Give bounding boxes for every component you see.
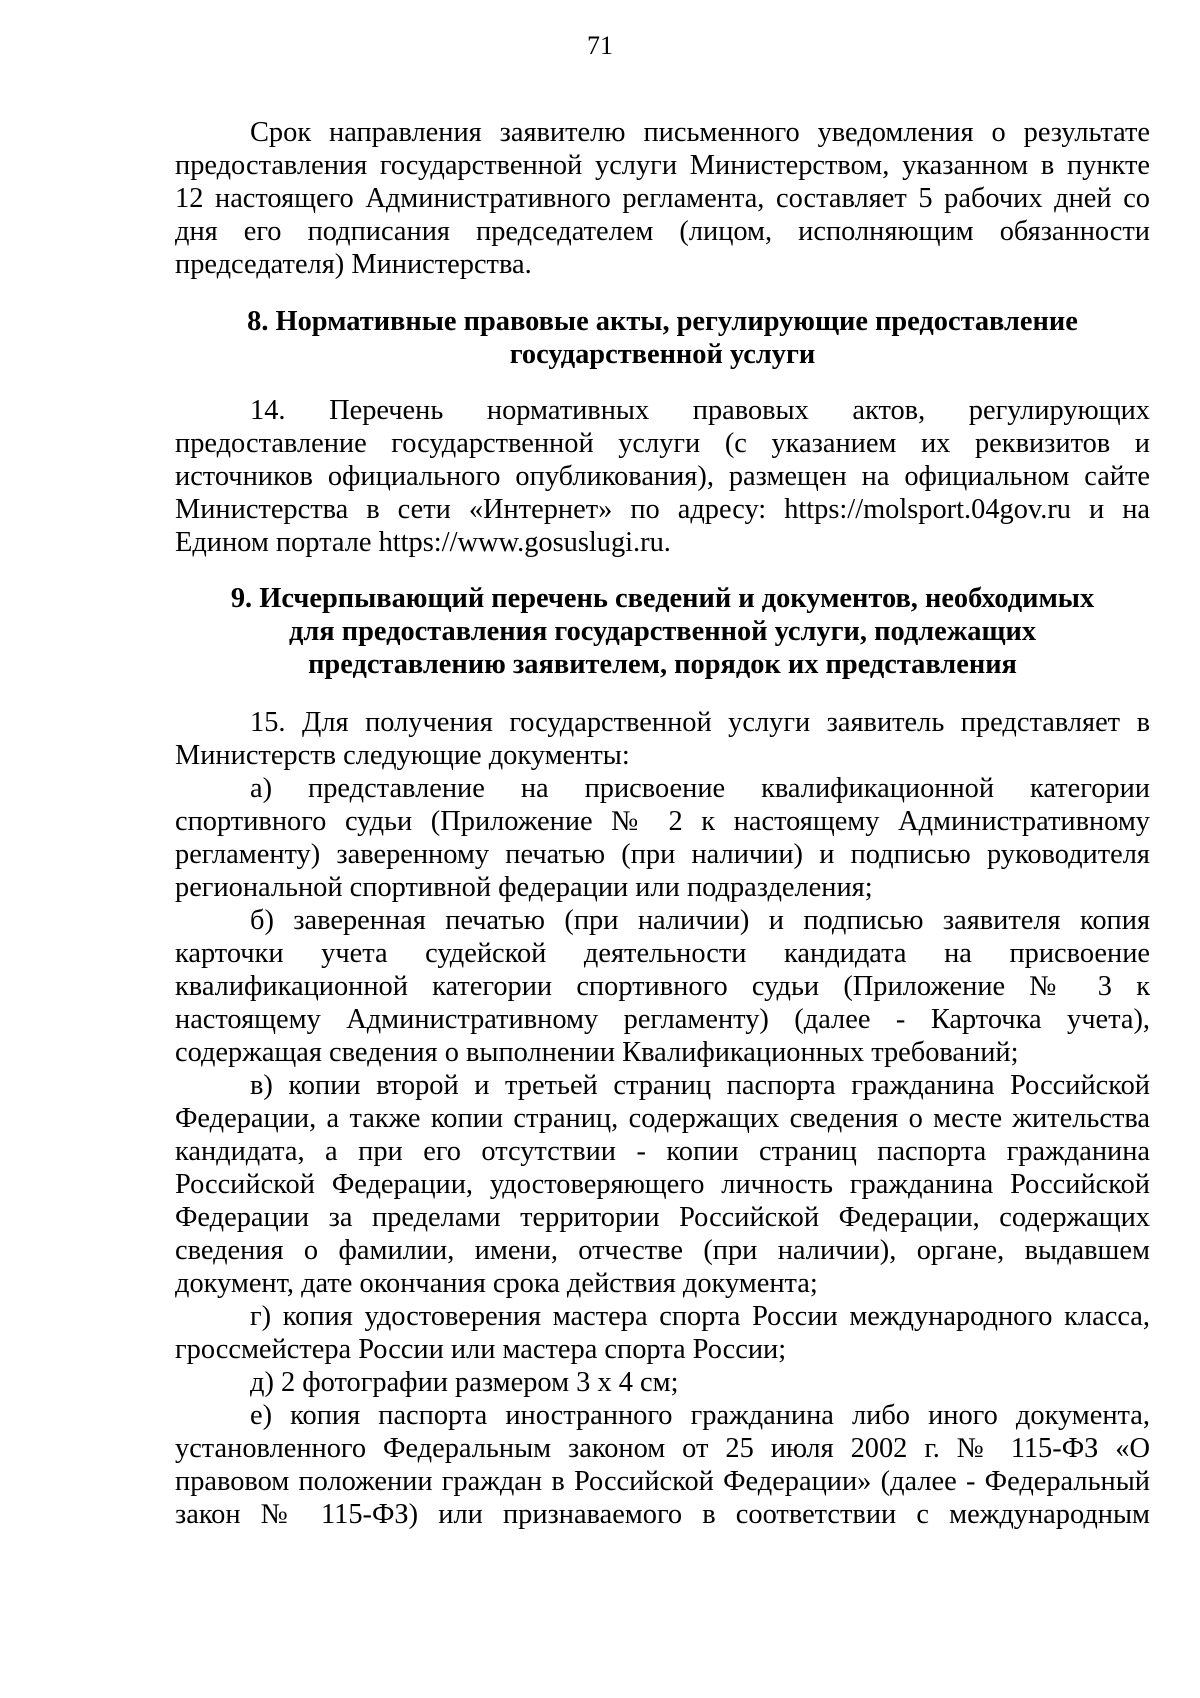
paragraph-notification-deadline: Срок направления заявителю письменного уведомления о результате предоставления государственной услуги Министерством, указанном в пункте 12 настоящего Административного регламента, составляет 5 рабочих дней со дня его подписания председателем (лицом, исполняющим обязанности председателя) Министерства. (175, 117, 1150, 280)
list-item-a: а) представление на присвоение квалификационной категории спортивного судьи (Приложение № 2 к настоящему Административному регламенту) заверенному печатью (при наличии) и подписью руководителя региональной спортивной федерации или подразделения; (175, 773, 1150, 903)
list-item-d: д) 2 фотографии размером 3 х 4 см; (250, 1367, 679, 1398)
paragraph-15-documents: 15. Для получения государственной услуги заявитель представляет в Министерств следующие документы: (175, 707, 1150, 771)
section-heading-8-line-2: государственной услуги (509, 339, 816, 370)
section-heading-9-line-2: для предоставления государственной услуги, подлежащих (288, 616, 1037, 647)
page-content (175, 116, 1150, 1531)
section-heading-8-line-1: 8. Нормативные правовые акты, регулирующие предоставление (247, 306, 1078, 337)
section-heading-9 (175, 582, 1150, 681)
section-heading-8 (175, 305, 1150, 371)
list-item-v: в) копии второй и третьей страниц паспорта гражданина Российской Федерации, а также копии страниц, содержащих сведения о месте жительства кандидата, а при его отсутствии - копии страниц паспорта гражданина Российской Федерации, удостоверяющего личность гражданина Российской Федерации за пределами территории Российской Федерации, содержащих сведения о фамилии, имени, отчестве (при наличии), органе, выдавшем документ, дате окончания срока действия документа; (175, 1070, 1150, 1299)
list-item-b: б) заверенная печатью (при наличии) и подписью заявителя копия карточки учета судейской деятельности кандидата на присвоение квалификационной категории спортивного судьи (Приложение № 3 к настоящему Административному регламенту) (далее - Карточка учета), содержащая сведения о выполнении Квалификационных требований; (175, 905, 1150, 1068)
section-heading-9-line-3: представлению заявителем, порядок их представления (308, 649, 1017, 680)
section-heading-9-line-1: 9. Исчерпывающий перечень сведений и документов, необходимых (230, 583, 1095, 614)
paragraph-14-legal-acts: 14. Перечень нормативных правовых актов, регулирующих предоставление государственной услуги (с указанием их реквизитов и источников официального опубликования), размещен на официальном сайте Министерства в сети «Интернет» по адресу: https://molsport.04gov.ru и на Едином портале https://www.gosuslugi.ru. (175, 395, 1150, 558)
list-item-g: г) копия удостоверения мастера спорта России международного класса, гроссмейстера России или мастера спорта России; (175, 1301, 1150, 1365)
page-number: 71 (587, 31, 613, 60)
list-item-e: е) копия паспорта иностранного гражданина либо иного документа, установленного Федеральным законом от 25 июля 2002 г. № 115-ФЗ «О правовом положении граждан в Российской Федерации» (далее - Федеральный закон № 115-ФЗ) или признаваемого в соответствии с международным (175, 1400, 1150, 1530)
